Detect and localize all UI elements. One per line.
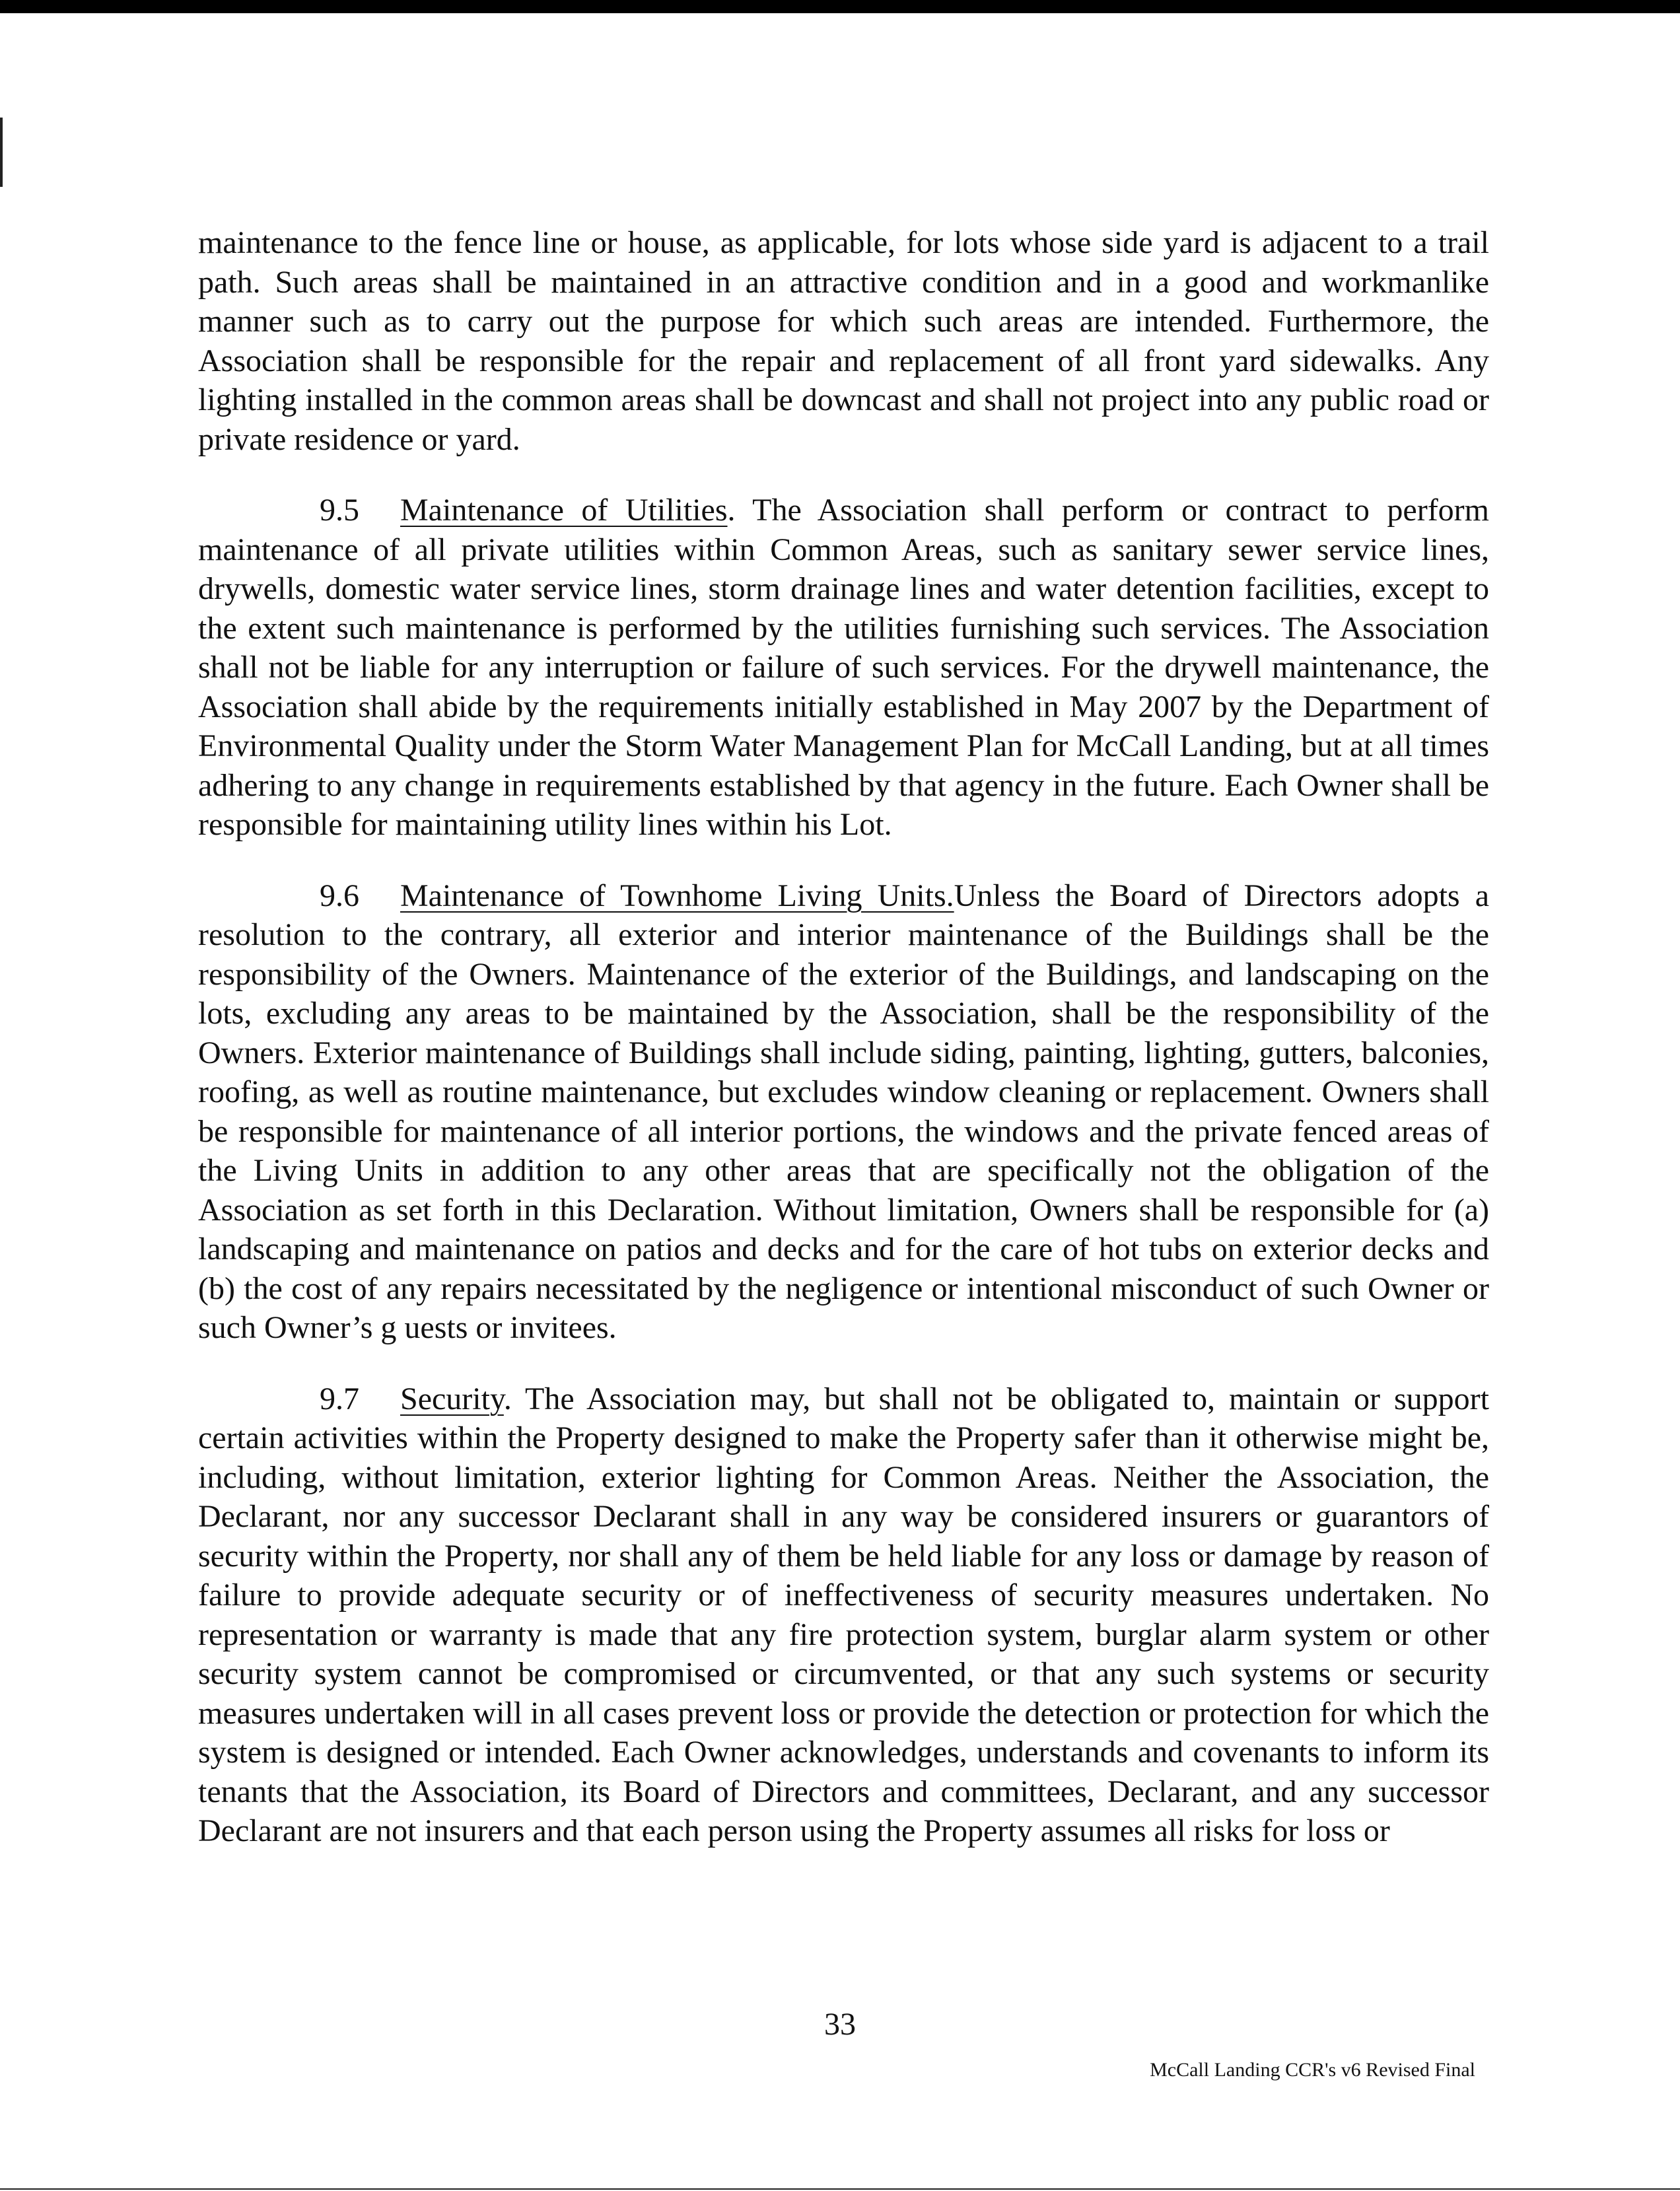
scan-top-border: [0, 0, 1680, 13]
section-number: 9.5: [320, 493, 359, 528]
section-title: Maintenance of Utilities: [400, 493, 728, 528]
section-text: Unless the Board of Directors adopts a resolution to the contrary, all exterior and interior maintenance of the Buildings shall be the responsibility of the Owners. Maintenance of the exterior of the Buildings, and landscaping on the lots, excluding any areas to be maintained by the Association, shall be the responsibility of the Owners. Exterior maintenance of Buildings shall include siding, painting, lighting, gutters, balconies, roofing, as well as routine maintenance, but excludes window cleaning or replacement. Owners shall be responsible for maintenance of all interior portions, the windows and the private fenced areas of the Living Units in addition to any other areas that are specifically not the obligation of the Association as set forth in this Declaration. Without limitation, Owners shall be responsible for (a) landscaping and maintenance on patios and decks and for the care of hot tubs on exterior decks and (b) the cost of any repairs necessitated by the negligence or intentional misconduct of such Owner or such Owner’s g uests or invitees.: [198, 878, 1489, 1345]
section-title-suffix: .: [503, 1381, 512, 1416]
section-title-suffix: .: [727, 493, 736, 528]
section-number: 9.6: [320, 878, 359, 913]
scan-edge-mark: [0, 118, 3, 187]
section-title: Security: [400, 1381, 504, 1416]
section-title: Maintenance of Townhome Living Units.: [400, 878, 954, 913]
section-text: The Association may, but shall not be obligated to, maintain or support certain activities within the Property designed to make the Property safer than it otherwise might be, including, without limitation, exterior lighting for Common Areas. Neither the Association, the Declarant, nor any successor Declarant shall in any way be considered insurers or guarantors of security within the Property, nor shall any of them be held liable for any loss or damage by reason of failure to provide adequate security or of ineffectiveness of security measures undertaken. No representation or warranty is made that any fire protection system, burglar alarm system or other security system cannot be compromised or circumvented, or that any such systems or security measures undertaken will in all cases prevent loss or provide the detection or protection for which the system is designed or intended. Each Owner acknowledges, understands and covenants to inform its tenants that the Association, its Board of Directors and committees, Declarant, and any successor Declarant are not insurers and that each person using the Property assumes all risks for loss or: [198, 1381, 1489, 1848]
section-9-6: [198, 876, 1489, 1348]
section-9-7: [198, 1379, 1489, 1851]
scan-bottom-border: [0, 2188, 1680, 2190]
section-9-5: [198, 491, 1489, 845]
document-footer-label: McCall Landing CCR's v6 Revised Final: [1150, 2059, 1475, 2081]
opening-paragraph: maintenance to the fence line or house, as applicable, for lots whose side yard is adjacent to a trail path. Such areas shall be maintained in an attractive condition and in a good and workmanlike manner such as to carry out the purpose for which such areas are intended. Furthermore, the Association shall be responsible for the repair and replacement of all front yard sidewalks. Any lighting installed in the common areas shall be downcast and shall not project into any public road or private residence or yard.: [198, 225, 1489, 457]
page-number: 33: [824, 2007, 856, 2042]
section-number: 9.7: [320, 1381, 359, 1416]
document-body: [198, 223, 1489, 1851]
section-text: The Association shall perform or contract to perform maintenance of all private utilities within Common Areas, such as sanitary sewer service lines, drywells, domestic water service lines, storm drainage lines and water detention facilities, except to the extent such maintenance is performed by the utilities furnishing such services. The Association shall not be liable for any interruption or failure of such services. For the drywell maintenance, the Association shall abide by the requirements initially established in May 2007 by the Department of Environmental Quality under the Storm Water Management Plan for McCall Landing, but at all times adhering to any change in requirements established by that agency in the future. Each Owner shall be responsible for maintaining utility lines within his Lot.: [198, 493, 1490, 842]
